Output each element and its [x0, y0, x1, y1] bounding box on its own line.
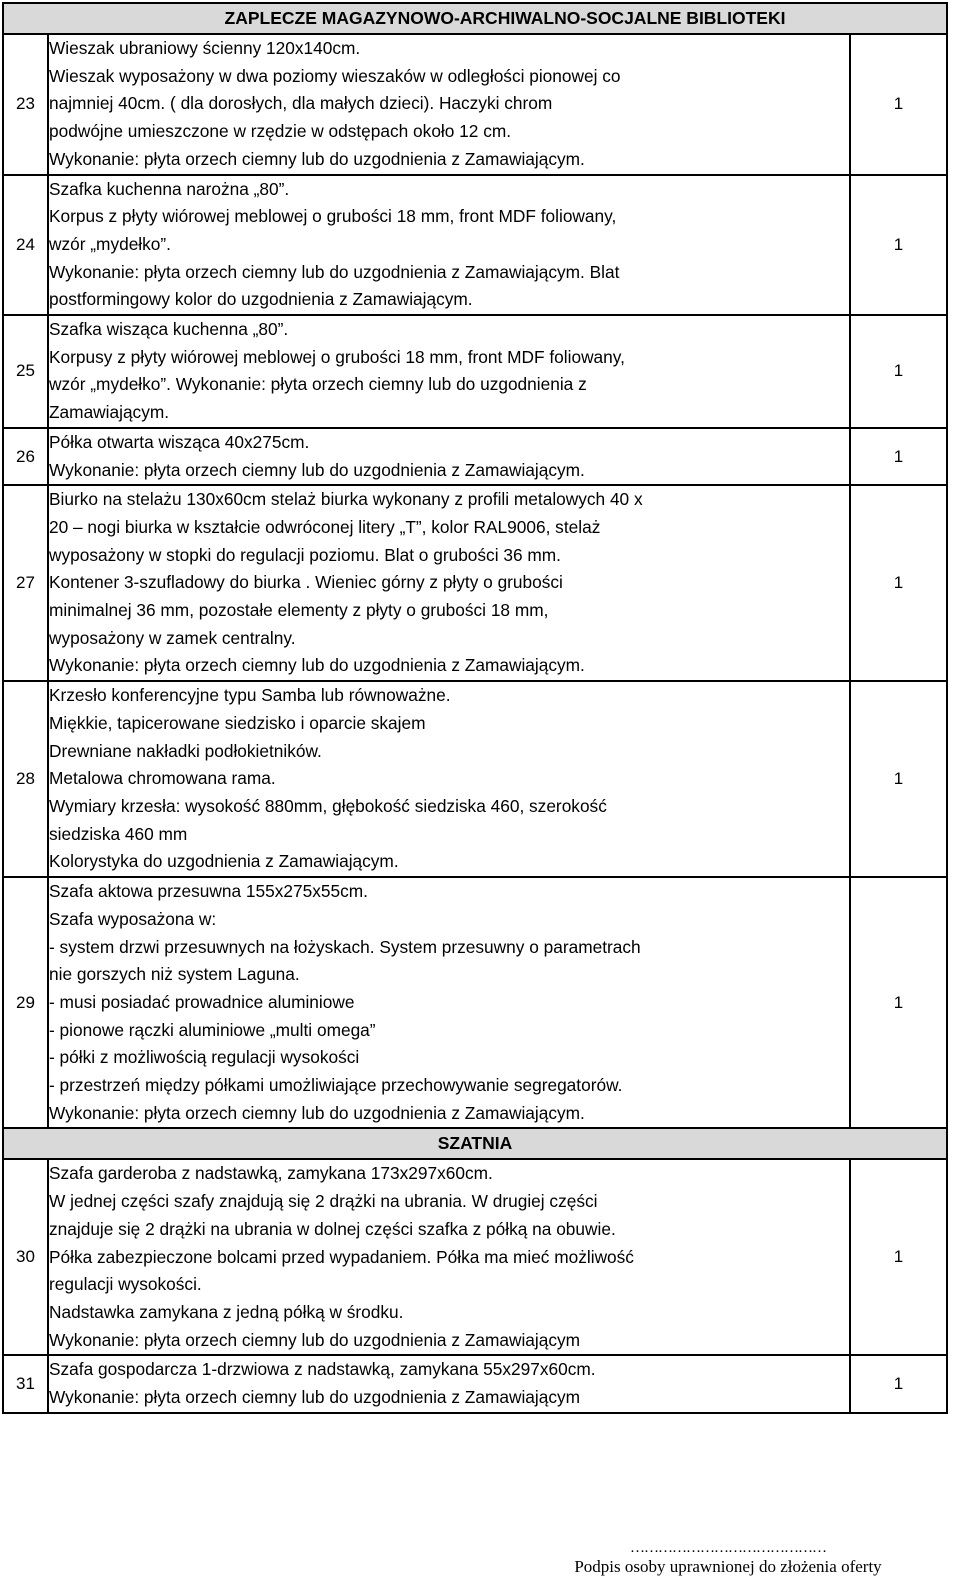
- description-line: Metalowa chromowana rama.: [49, 768, 276, 789]
- section-heading-row: [3, 3, 947, 34]
- signature-dotted-line: ……………………………………: [630, 1540, 826, 1556]
- description-line: W jednej części szafy znajdują się 2 drążki na ubrania. W drugiej części: [49, 1191, 598, 1212]
- description-line: Szafa wyposażona w:: [49, 908, 217, 929]
- description-line: Szafa garderoba z nadstawką, zamykana 173x297x60cm.: [49, 1163, 493, 1184]
- item-quantity: 1: [850, 877, 947, 1128]
- description-line: Wykonanie: płyta orzech ciemny lub do uzgodnienia z Zamawiającym: [49, 1329, 581, 1350]
- item-description: [48, 1159, 850, 1355]
- table-row: [3, 1355, 947, 1412]
- section-heading: SZATNIA: [3, 1128, 947, 1159]
- description-line: Wykonanie: płyta orzech ciemny lub do uzgodnienia z Zamawiającym.: [49, 459, 585, 480]
- item-description: [48, 315, 850, 428]
- description-line: Krzesło konferencyjne typu Samba lub równoważne.: [49, 685, 451, 706]
- description-line: Zamawiającym.: [49, 402, 170, 423]
- description-line: wyposażony w zamek centralny.: [49, 627, 296, 648]
- description-line: Wymiary krzesła: wysokość 880mm, głębokość siedziska 460, szerokość: [49, 795, 607, 816]
- table-row: [3, 175, 947, 316]
- description-line: nie gorszych niż system Laguna.: [49, 964, 300, 985]
- description-line: Wykonanie: płyta orzech ciemny lub do uzgodnienia z Zamawiającym.: [49, 655, 585, 676]
- item-quantity: 1: [850, 315, 947, 428]
- item-description: [48, 175, 850, 316]
- specification-table: [2, 2, 948, 1414]
- description-line: - pionowe rączki aluminiowe „multi omega”: [49, 1019, 376, 1040]
- description-line: Wieszak wyposażony w dwa poziomy wieszaków w odległości pionowej co: [49, 65, 621, 86]
- item-description: [48, 34, 850, 175]
- description-line: Miękkie, tapicerowane siedzisko i oparcie skajem: [49, 712, 426, 733]
- table-row: [3, 315, 947, 428]
- description-line: - musi posiadać prowadnice aluminiowe: [49, 991, 355, 1012]
- section-heading-row: [3, 1128, 947, 1159]
- item-description: [48, 485, 850, 681]
- description-line: Półka otwarta wisząca 40x275cm.: [49, 431, 310, 452]
- item-quantity: 1: [850, 175, 947, 316]
- description-line: Kontener 3-szufladowy do biurka . Wieniec górny z płyty o grubości: [49, 572, 563, 593]
- description-line: podwójne umieszczone w rzędzie w odstępach około 12 cm.: [49, 121, 512, 142]
- description-line: wzór „mydełko”.: [49, 233, 171, 254]
- item-quantity: 1: [850, 1355, 947, 1412]
- description-line: Nadstawka zamykana z jedną półką w środku.: [49, 1301, 404, 1322]
- description-line: Korpus z płyty wiórowej meblowej o grubości 18 mm, front MDF foliowany,: [49, 206, 617, 227]
- description-line: Szafa aktowa przesuwna 155x275x55cm.: [49, 881, 368, 902]
- description-line: najmniej 40cm. ( dla dorosłych, dla małych dzieci). Haczyki chrom: [49, 93, 553, 114]
- description-line: Szafka wisząca kuchenna „80”.: [49, 319, 289, 340]
- item-description: [48, 428, 850, 485]
- item-number: 23: [3, 34, 48, 175]
- item-number: 31: [3, 1355, 48, 1412]
- description-line: postformingowy kolor do uzgodnienia z Zamawiającym.: [49, 289, 473, 310]
- item-number: 28: [3, 681, 48, 877]
- item-quantity: 1: [850, 34, 947, 175]
- item-quantity: 1: [850, 1159, 947, 1355]
- description-line: Wykonanie: płyta orzech ciemny lub do uzgodnienia z Zamawiającym.: [49, 1102, 585, 1123]
- signature-block: [543, 1540, 913, 1578]
- section-heading: ZAPLECZE MAGAZYNOWO-ARCHIWALNO-SOCJALNE BIBLIOTEKI: [3, 3, 947, 34]
- signature-label: Podpis osoby uprawnionej do złożenia oferty: [574, 1557, 882, 1576]
- item-number: 25: [3, 315, 48, 428]
- description-line: Szafka kuchenna narożna „80”.: [49, 178, 290, 199]
- description-line: Kolorystyka do uzgodnienia z Zamawiającym.: [49, 851, 399, 872]
- item-number: 30: [3, 1159, 48, 1355]
- item-number: 27: [3, 485, 48, 681]
- table-row: [3, 1159, 947, 1355]
- description-line: Drewniane nakładki podłokietników.: [49, 740, 322, 761]
- description-line: minimalnej 36 mm, pozostałe elementy z płyty o grubości 18 mm,: [49, 600, 549, 621]
- item-description: [48, 1355, 850, 1412]
- description-line: Wykonanie: płyta orzech ciemny lub do uzgodnienia z Zamawiającym: [49, 1387, 581, 1408]
- description-line: Półka zabezpieczone bolcami przed wypadaniem. Półka ma mieć możliwość: [49, 1246, 634, 1267]
- item-number: 26: [3, 428, 48, 485]
- item-number: 24: [3, 175, 48, 316]
- description-line: Korpusy z płyty wiórowej meblowej o grubości 18 mm, front MDF foliowany,: [49, 346, 625, 367]
- table-row: [3, 485, 947, 681]
- item-quantity: 1: [850, 485, 947, 681]
- description-line: siedziska 460 mm: [49, 823, 188, 844]
- description-line: Wykonanie: płyta orzech ciemny lub do uzgodnienia z Zamawiającym. Blat: [49, 261, 620, 282]
- description-line: wzór „mydełko”. Wykonanie: płyta orzech ciemny lub do uzgodnienia z: [49, 374, 587, 395]
- description-line: Wykonanie: płyta orzech ciemny lub do uzgodnienia z Zamawiającym.: [49, 148, 585, 169]
- item-quantity: 1: [850, 681, 947, 877]
- description-line: regulacji wysokości.: [49, 1274, 202, 1295]
- description-line: Biurko na stelażu 130x60cm stelaż biurka wykonany z profili metalowych 40 x: [49, 489, 643, 510]
- description-line: - system drzwi przesuwnych na łożyskach. System przesuwny o parametrach: [49, 936, 641, 957]
- description-line: Szafa gospodarcza 1-drzwiowa z nadstawką, zamykana 55x297x60cm.: [49, 1359, 596, 1380]
- item-number: 29: [3, 877, 48, 1128]
- description-line: wyposażony w stopki do regulacji poziomu. Blat o grubości 36 mm.: [49, 544, 561, 565]
- description-line: - przestrzeń między półkami umożliwiające przechowywanie segregatorów.: [49, 1075, 623, 1096]
- description-line: - półki z możliwością regulacji wysokości: [49, 1047, 360, 1068]
- table-row: [3, 428, 947, 485]
- item-description: [48, 681, 850, 877]
- description-line: Wieszak ubraniowy ścienny 120x140cm.: [49, 38, 361, 58]
- table-row: [3, 877, 947, 1128]
- specification-table-body: [3, 3, 947, 1413]
- item-quantity: 1: [850, 428, 947, 485]
- description-line: 20 – nogi biurka w kształcie odwróconej litery „T”, kolor RAL9006, stelaż: [49, 516, 601, 537]
- table-row: [3, 34, 947, 175]
- table-row: [3, 681, 947, 877]
- item-description: [48, 877, 850, 1128]
- description-line: znajduje się 2 drążki na ubrania w dolnej części szafka z półką na obuwie.: [49, 1218, 616, 1239]
